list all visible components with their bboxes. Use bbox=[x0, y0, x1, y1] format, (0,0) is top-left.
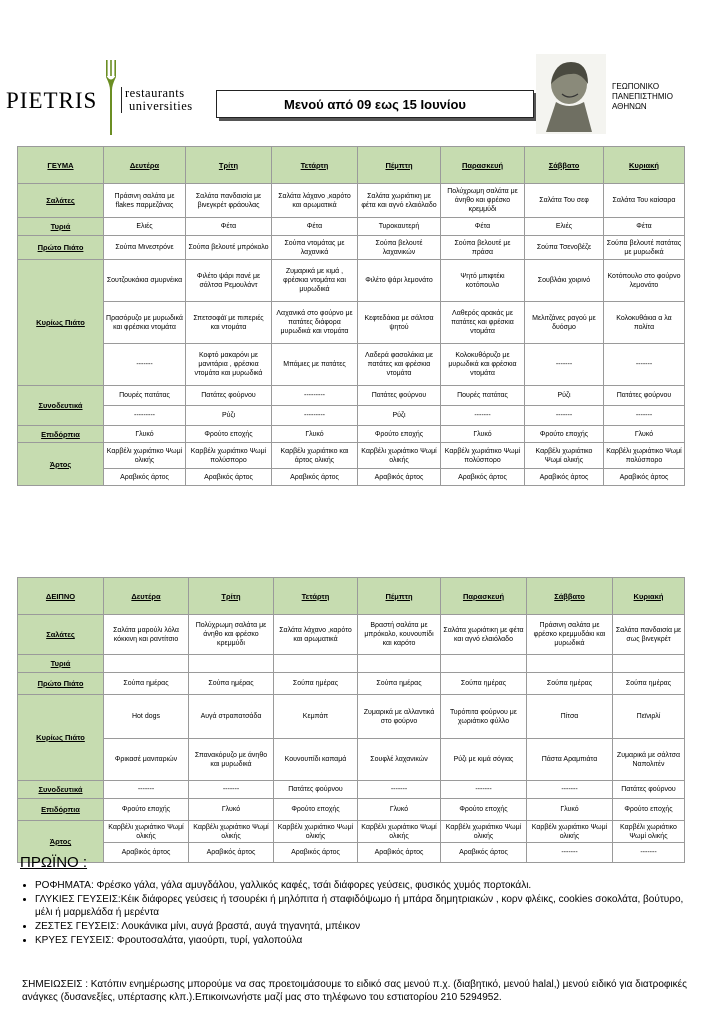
day-header: Παρασκευή bbox=[441, 147, 525, 184]
menu-cell: Hot dogs bbox=[104, 695, 189, 739]
menu-cell: ------- bbox=[358, 781, 441, 799]
day-header: Πέμπτη bbox=[358, 578, 441, 615]
menu-cell: Αυγά στραπατσάδα bbox=[189, 695, 274, 739]
menu-cell: Πατάτες φούρνου bbox=[358, 386, 441, 406]
menu-cell: Αραβικός άρτος bbox=[525, 469, 604, 486]
breakfast-item: • ΓΛΥΚΙΕΣ ΓΕΥΣΕΙΣ:Κέικ διάφορες γεύσεις ή τσουρέκι ή μηλόπιτα ή σταφιδόψωμο ή μπάρα δημητριακών , κορν φλέικς, cookies σοκολάτα, βούτυρο, μέλι ή μαρμελάδα ή μερέντα bbox=[35, 893, 697, 919]
menu-cell: ------- bbox=[441, 406, 525, 426]
menu-cell: Ρύζι bbox=[525, 386, 604, 406]
menu-cell: Ψητό μπιφτέκι κοτόπουλο bbox=[441, 260, 525, 302]
menu-cell: Γλυκό bbox=[189, 799, 274, 821]
breakfast-title: ΠΡΩΪΝΟ : bbox=[20, 854, 88, 871]
menu-cell: Γλυκό bbox=[104, 426, 186, 443]
menu-cell: Αραβικός άρτος bbox=[274, 843, 358, 863]
menu-cell bbox=[527, 655, 613, 673]
menu-cell: Αραβικός άρτος bbox=[441, 469, 525, 486]
table-row bbox=[18, 302, 685, 344]
lunch-table bbox=[17, 146, 685, 486]
brand-logo: PIETRIS bbox=[6, 88, 98, 113]
menu-cell: Σουφλέ λαχανικών bbox=[358, 739, 441, 781]
menu-cell: Σαλάτα πανδαισία με βινεγκρέτ φράουλας bbox=[186, 184, 272, 218]
category-label: Σαλάτες bbox=[18, 184, 104, 218]
menu-cell: ------- bbox=[613, 843, 685, 863]
menu-cell: Σούπα ντομάτας με λαχανικά bbox=[272, 236, 358, 260]
menu-cell: --------- bbox=[272, 406, 358, 426]
category-label: Κυρίως Πιάτο bbox=[18, 695, 104, 781]
category-label: Σαλάτες bbox=[18, 615, 104, 655]
menu-cell: Σπανακόρυζο με άνηθο και μυρωδικά bbox=[189, 739, 274, 781]
table-row bbox=[18, 236, 685, 260]
menu-cell: Κολοκυθάκια α λα πολίτα bbox=[604, 302, 685, 344]
day-header: Τρίτη bbox=[186, 147, 272, 184]
table-row bbox=[18, 469, 685, 486]
breakfast-item: • ΖΕΣΤΕΣ ΓΕΥΣΕΙΣ: Λουκάνικα μίνι, αυγά βραστά, αυγά τηγανητά, μπέικον bbox=[35, 920, 697, 933]
menu-cell: Σαλάτα Του σεφ bbox=[525, 184, 604, 218]
breakfast-item: • ΡΟΦΗΜΑΤΑ: Φρέσκο γάλα, γάλα αμυγδάλου, γαλλικός καφές, τσάι διάφορες γεύσεις, φυσικός χυμός πορτοκάλι. bbox=[35, 879, 697, 892]
menu-cell: Αραβικός άρτος bbox=[604, 469, 685, 486]
menu-cell: ------- bbox=[104, 781, 189, 799]
breakfast-section bbox=[17, 856, 697, 948]
menu-cell: Ρύζι bbox=[186, 406, 272, 426]
menu-cell: Γλυκό bbox=[358, 799, 441, 821]
menu-cell: Σούπα ημέρας bbox=[441, 673, 527, 695]
menu-cell: Καρβέλι χωριάτικο και άρτος ολικής bbox=[272, 443, 358, 469]
menu-cell: Φρούτο εποχής bbox=[441, 799, 527, 821]
menu-cell: Τυρόπιτα φούρνου με χωριάτικο φύλλο bbox=[441, 695, 527, 739]
menu-cell: Μπάμιες με πατάτες bbox=[272, 344, 358, 386]
table-row bbox=[18, 386, 685, 406]
menu-cell: Ρύζι bbox=[358, 406, 441, 426]
menu-cell: Φρούτο εποχής bbox=[186, 426, 272, 443]
table-row bbox=[18, 739, 685, 781]
menu-cell: Σαλάτα μαρούλι λόλα κόκκινη και ραντίτσιο bbox=[104, 615, 189, 655]
category-label: Επιδόρπια bbox=[18, 426, 104, 443]
menu-cell: Σαλάτα χωριάτικη με φέτα και αγνό ελαιόλαδο bbox=[358, 184, 441, 218]
menu-cell: ------- bbox=[104, 344, 186, 386]
menu-cell: Σούπα ημέρας bbox=[613, 673, 685, 695]
menu-cell: Φρούτο εποχής bbox=[525, 426, 604, 443]
menu-cell: Αραβικός άρτος bbox=[358, 843, 441, 863]
day-header: Σάββατο bbox=[527, 578, 613, 615]
menu-cell: Φρούτο εποχής bbox=[613, 799, 685, 821]
table-row bbox=[18, 615, 685, 655]
menu-cell bbox=[104, 655, 189, 673]
menu-cell: Σαλάτα λάχανο ,καρότο και αρωματικά bbox=[272, 184, 358, 218]
menu-cell: Ελιές bbox=[104, 218, 186, 236]
menu-cell: Πατάτες φούρνου bbox=[186, 386, 272, 406]
menu-cell: Καρβέλι χωριάτικο Ψωμί ολικής bbox=[104, 443, 186, 469]
menu-cell: Πάστα Αραμπιάτα bbox=[527, 739, 613, 781]
brand-subtitle: restaurants universities bbox=[121, 87, 193, 113]
menu-cell: Σουβλάκι χοιρινό bbox=[525, 260, 604, 302]
menu-cell: Καρβέλι χωριάτικο Ψωμί πολύσπορο bbox=[441, 443, 525, 469]
university-name: ΓΕΩΠΟΝΙΚΟ ΠΑΝΕΠΙΣΤΗΜΙΟ ΑΘΗΝΩΝ bbox=[612, 82, 673, 111]
menu-cell: Φιλέτο ψάρι λεμονάτο bbox=[358, 260, 441, 302]
menu-cell: ------- bbox=[525, 406, 604, 426]
menu-cell: Γλυκό bbox=[441, 426, 525, 443]
menu-cell: Σαλάτα χωριάτικη με φέτα και αγνό ελαιόλαδο bbox=[441, 615, 527, 655]
menu-cell: Πατάτες φούρνου bbox=[604, 386, 685, 406]
dinner-table bbox=[17, 577, 685, 863]
menu-cell: ------- bbox=[441, 781, 527, 799]
menu-cell: Σούπα βελουτέ πατάτας με μυρωδικά bbox=[604, 236, 685, 260]
table-row bbox=[18, 344, 685, 386]
menu-cell: Αραβικός άρτος bbox=[186, 469, 272, 486]
table-row bbox=[18, 406, 685, 426]
category-label: Τυριά bbox=[18, 218, 104, 236]
day-header: Κυριακή bbox=[604, 147, 685, 184]
menu-cell: Σαλάτα λάχανο ,καρότο και αρωματικά bbox=[274, 615, 358, 655]
table-row bbox=[18, 673, 685, 695]
menu-cell: ------- bbox=[604, 344, 685, 386]
breakfast-item: • ΚΡΥΕΣ ΓΕΥΣΕΙΣ: Φρουτοσαλάτα, γιαούρτι, τυρί, γαλοπούλα bbox=[35, 934, 697, 947]
table-row bbox=[18, 184, 685, 218]
menu-cell: Τυροκαυτερή bbox=[358, 218, 441, 236]
category-label: Άρτος bbox=[18, 443, 104, 486]
menu-cell: --------- bbox=[104, 406, 186, 426]
menu-cell: Πατάτες φούρνου bbox=[274, 781, 358, 799]
menu-cell: Πουρές πατάτας bbox=[441, 386, 525, 406]
category-label: Άρτος bbox=[18, 821, 104, 863]
menu-cell: ------- bbox=[189, 781, 274, 799]
menu-title: Μενού από 09 εως 15 Ιουνίου bbox=[216, 90, 534, 118]
menu-cell: Φέτα bbox=[272, 218, 358, 236]
menu-cell: Ζυμαρικά με αλλαντικά στο φούρνο bbox=[358, 695, 441, 739]
menu-cell: Σούπα βελουτέ λαχανικών bbox=[358, 236, 441, 260]
menu-cell: ------- bbox=[525, 344, 604, 386]
menu-cell: Ζυμαρικά με σάλτσα Ναπολιτέν bbox=[613, 739, 685, 781]
menu-cell: Ζυμαρικά με κιμά , φρέσκια ντομάτα και μυρωδικά bbox=[272, 260, 358, 302]
menu-cell: Φρικασέ μανιταριών bbox=[104, 739, 189, 781]
menu-cell: Σούπα Μινεστρόνε bbox=[104, 236, 186, 260]
page-header bbox=[0, 40, 705, 145]
day-header: Παρασκευή bbox=[441, 578, 527, 615]
menu-cell: ------- bbox=[604, 406, 685, 426]
menu-cell: Γλυκό bbox=[272, 426, 358, 443]
category-label: Συνοδευτικά bbox=[18, 386, 104, 426]
menu-cell: Σουτζουκάκια σμυρνέικα bbox=[104, 260, 186, 302]
lunch-header-label: ΓΕΥΜΑ bbox=[18, 147, 104, 184]
menu-cell bbox=[358, 655, 441, 673]
table-row bbox=[18, 260, 685, 302]
menu-cell: Καρβέλι χωριάτικο Ψωμί ολικής bbox=[358, 443, 441, 469]
table-row bbox=[18, 426, 685, 443]
menu-cell: Λαθερός αρακάς με πατάτες και φρέσκια ντομάτα bbox=[441, 302, 525, 344]
dinner-header-label: ΔΕΙΠΝΟ bbox=[18, 578, 104, 615]
menu-cell: Αραβικός άρτος bbox=[104, 843, 189, 863]
menu-cell: Καρβέλι χωριάτικο Ψωμί ολικής bbox=[527, 821, 613, 843]
category-label: Πρώτο Πιάτο bbox=[18, 236, 104, 260]
menu-cell: Φέτα bbox=[186, 218, 272, 236]
menu-cell: Κολοκυθόρυζο με μυρωδικά και φρέσκια ντομάτα bbox=[441, 344, 525, 386]
menu-cell: Φρούτο εποχής bbox=[358, 426, 441, 443]
menu-cell: Σούπα βελουτέ μπρόκολο bbox=[186, 236, 272, 260]
menu-cell: Πεϊνιρλί bbox=[613, 695, 685, 739]
menu-cell: Κοτόπουλο στο φούρνο λεμονάτο bbox=[604, 260, 685, 302]
menu-cell: Σούπα ημέρας bbox=[358, 673, 441, 695]
menu-cell: Σούπα ημέρας bbox=[104, 673, 189, 695]
breakfast-list bbox=[17, 879, 697, 947]
menu-cell: Κοφτό μακαρόνι με μανιτάρια , φρέσκια ντομάτα και μυρωδικά bbox=[186, 344, 272, 386]
category-label: Επιδόρπια bbox=[18, 799, 104, 821]
menu-cell: Φιλέτο ψάρι πανέ με σάλτσα Ρεμουλάντ bbox=[186, 260, 272, 302]
day-header: Τετάρτη bbox=[274, 578, 358, 615]
day-header: Δευτέρα bbox=[104, 147, 186, 184]
table-row bbox=[18, 218, 685, 236]
menu-cell: Καρβέλι χωριάτικο Ψωμί πολύσπορο bbox=[604, 443, 685, 469]
menu-cell: Πολύχρωμη σαλάτα με άνηθο και φρέσκο κρεμμύδι bbox=[189, 615, 274, 655]
menu-cell: Βραστή σαλάτα με μπρόκολο, κουνουπίδι και καρότο bbox=[358, 615, 441, 655]
table-row bbox=[18, 799, 685, 821]
day-header: Τρίτη bbox=[189, 578, 274, 615]
table-row bbox=[18, 695, 685, 739]
menu-cell: Κουνουπίδι καπαμά bbox=[274, 739, 358, 781]
menu-cell: Πουρές πατάτας bbox=[104, 386, 186, 406]
menu-cell bbox=[274, 655, 358, 673]
menu-cell: Πράσινη σαλάτα με flakes παρμεζάνας bbox=[104, 184, 186, 218]
day-header: Κυριακή bbox=[613, 578, 685, 615]
menu-cell bbox=[441, 655, 527, 673]
table-row bbox=[18, 443, 685, 469]
menu-cell: Αραβικός άρτος bbox=[189, 843, 274, 863]
menu-cell: Φέτα bbox=[604, 218, 685, 236]
day-header: Σάββατο bbox=[525, 147, 604, 184]
fork-icon bbox=[104, 60, 118, 135]
menu-cell: Μελιτζάνες ραγού με δυόσμο bbox=[525, 302, 604, 344]
menu-cell: Σούπα βελουτέ με πράσα bbox=[441, 236, 525, 260]
table-row bbox=[18, 655, 685, 673]
menu-cell: Σούπα ημέρας bbox=[274, 673, 358, 695]
menu-cell: Καρβέλι χωριάτικο Ψωμί ολικής bbox=[274, 821, 358, 843]
table-row bbox=[18, 781, 685, 799]
notes: ΣΗΜΕΙΩΣΕΙΣ : Κατόπιν ενημέρωσης μπορούμε να σας προετοιμάσουμε το ειδικό σας μενού π.χ. (διαβητικό, μενού halal,) μενού ειδικό για διατροφικές ανάγκες (δυσανεξίες, υπέρτασης κλπ.).Επικοινωνήστε μαζί μας στο τηλέφωνο του εστιατορίου 210 5294952. bbox=[22, 979, 687, 1003]
menu-cell: Γλυκό bbox=[527, 799, 613, 821]
menu-cell: Σαλάτα Του καίσαρα bbox=[604, 184, 685, 218]
menu-cell: Πράσινη σαλάτα με φρέσκο κρεμμυδάκι και μυρωδικά bbox=[527, 615, 613, 655]
menu-cell: ------- bbox=[527, 781, 613, 799]
menu-cell: Φέτα bbox=[441, 218, 525, 236]
menu-cell: Πρασόρυζο με μυρωδικά και φρέσκια ντομάτα bbox=[104, 302, 186, 344]
menu-cell: Ελιές bbox=[525, 218, 604, 236]
menu-cell: Καρβέλι χωριάτικο Ψωμί ολικής bbox=[189, 821, 274, 843]
menu-cell: --------- bbox=[272, 386, 358, 406]
menu-cell: Καρβέλι χωριάτικο Ψωμί ολικής bbox=[441, 821, 527, 843]
menu-cell: Αραβικός άρτος bbox=[272, 469, 358, 486]
menu-cell: Καρβέλι χωριάτικο Ψωμί ολικής bbox=[525, 443, 604, 469]
category-label: Πρώτο Πιάτο bbox=[18, 673, 104, 695]
menu-cell: Σούπα Τσενοβέζε bbox=[525, 236, 604, 260]
menu-cell: Αραβικός άρτος bbox=[441, 843, 527, 863]
day-header: Πέμπτη bbox=[358, 147, 441, 184]
menu-cell bbox=[189, 655, 274, 673]
menu-cell: Πίτσα bbox=[527, 695, 613, 739]
menu-cell: Σούπα ημέρας bbox=[189, 673, 274, 695]
category-label: Κυρίως Πιάτο bbox=[18, 260, 104, 386]
university-emblem-icon bbox=[536, 54, 606, 134]
menu-cell: Πατάτες φούρνου bbox=[613, 781, 685, 799]
menu-cell: Φρούτο εποχής bbox=[274, 799, 358, 821]
menu-cell: Καρβέλι χωριάτικο Ψωμί ολικής bbox=[104, 821, 189, 843]
day-header: Δευτέρα bbox=[104, 578, 189, 615]
menu-cell bbox=[613, 655, 685, 673]
menu-cell: Πολύχρωμη σαλάτα με άνηθο και φρέσκο κρεμμύδι bbox=[441, 184, 525, 218]
menu-cell: Αραβικός άρτος bbox=[104, 469, 186, 486]
menu-cell: Σαλάτα πανδαισία με σως βινεγκρέτ bbox=[613, 615, 685, 655]
day-header: Τετάρτη bbox=[272, 147, 358, 184]
category-label: Τυριά bbox=[18, 655, 104, 673]
menu-cell: Λαδερά φασολάκια με πατάτες και φρέσκια ντομάτα bbox=[358, 344, 441, 386]
table-row bbox=[18, 821, 685, 843]
menu-cell: Κεμπάπ bbox=[274, 695, 358, 739]
menu-cell: Λαχανικά στο φούρνο με πατάτες διάφορα μυρωδικά και ντομάτα bbox=[272, 302, 358, 344]
menu-cell: Καρβέλι χωριάτικο Ψωμί πολύσπορο bbox=[186, 443, 272, 469]
menu-cell: Φρούτο εποχής bbox=[104, 799, 189, 821]
menu-cell: Σπετσοφάϊ με πιπεριές και ντομάτα bbox=[186, 302, 272, 344]
menu-cell: Ρύζι με κιμά σόγιας bbox=[441, 739, 527, 781]
menu-cell: Καρβέλι χωριάτικο Ψωμί ολικής bbox=[613, 821, 685, 843]
menu-cell: Γλυκό bbox=[604, 426, 685, 443]
menu-cell: ------- bbox=[527, 843, 613, 863]
menu-cell: Καρβέλι χωριάτικο Ψωμί ολικής bbox=[358, 821, 441, 843]
menu-cell: Αραβικός άρτος bbox=[358, 469, 441, 486]
menu-cell: Κεφτεδάκια με σάλτσα ψητού bbox=[358, 302, 441, 344]
category-label: Συνοδευτικά bbox=[18, 781, 104, 799]
menu-cell: Σούπα ημέρας bbox=[527, 673, 613, 695]
